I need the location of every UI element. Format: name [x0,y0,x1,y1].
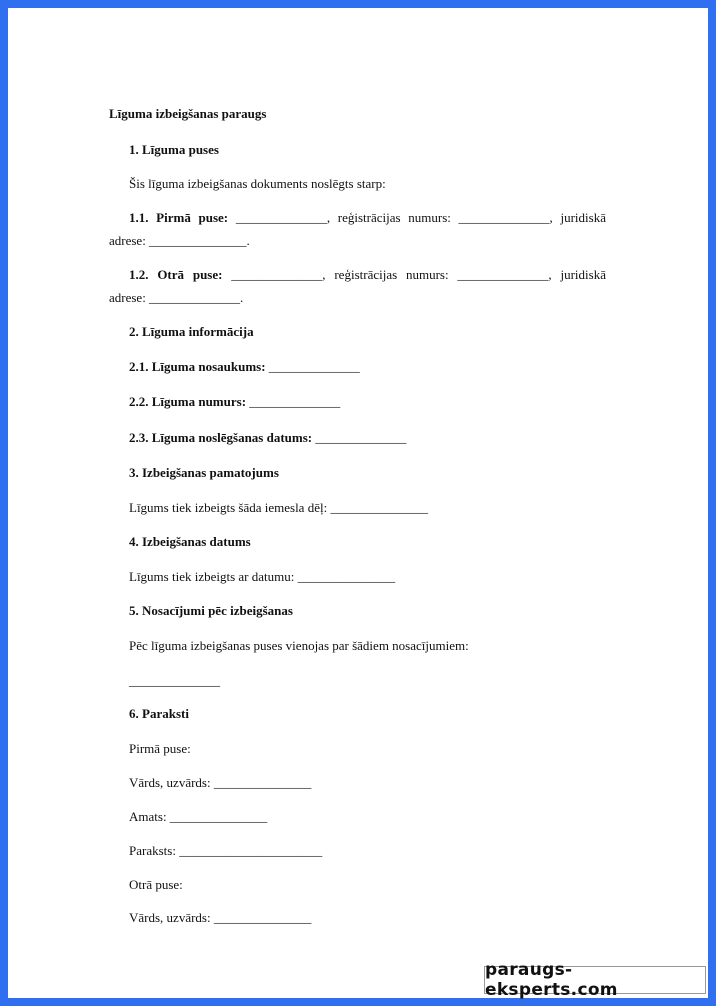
contract-name-blank: ______________ [265,359,360,374]
section-6-heading: 6. Paraksti [129,706,189,721]
party-2-paragraph [109,263,606,309]
contract-date-label: 2.3. Līguma noslēgšanas datums: [129,430,313,445]
contract-date-blank: ______________ [312,430,407,445]
party-2-signature-heading: Otrā puse: [129,877,183,892]
section-2-heading: 2. Līguma informācija [129,324,254,339]
party-1-signature: Paraksts: ______________________ [129,843,323,858]
party-1-paragraph [109,206,606,252]
contract-name-line [129,359,360,375]
termination-date: Līgums tiek izbeigts ar datumu: _______________ [129,569,396,584]
party-2-name: Vārds, uzvārds: _______________ [129,910,312,925]
conditions-blank: ______________ [129,673,220,688]
section-5-heading: 5. Nosacījumi pēc izbeigšanas [129,603,293,618]
party-1-signature-heading: Pirmā puse: [129,741,191,756]
party-1-position: Amats: _______________ [129,809,268,824]
contract-name-label: 2.1. Līguma nosaukums: [129,359,266,374]
conditions-text: Pēc līguma izbeigšanas puses vienojas par šādiem nosacījumiem: [129,638,469,653]
party-1-label: 1.1. Pirmā puse: [129,210,229,225]
document-title: Līguma izbeigšanas paraugs [109,106,267,121]
contract-date-line [129,430,406,446]
contract-number-label: 2.2. Līguma numurs: [129,394,247,409]
section-3-heading: 3. Izbeigšanas pamatojums [129,465,279,480]
section-1-intro: Šis līguma izbeigšanas dokuments noslēgts starp: [129,176,386,191]
party-2-label: 1.2. Otrā puse: [129,267,223,282]
site-watermark: paraugs-eksperts.com [484,966,706,994]
termination-reason: Līgums tiek izbeigts šāda iemesla dēļ: _______________ [129,500,428,515]
contract-number-blank: ______________ [246,394,341,409]
contract-number-line [129,394,340,410]
section-4-heading: 4. Izbeigšanas datums [129,534,251,549]
section-1-heading: 1. Līguma puses [129,142,219,157]
party-2-text: ______________, reģistrācijas numurs: ______________, juridiskā adrese: ______________. [109,267,606,305]
party-1-text: ______________, reģistrācijas numurs: ______________, juridiskā adrese: _______________. [109,210,606,248]
party-1-name: Vārds, uzvārds: _______________ [129,775,312,790]
